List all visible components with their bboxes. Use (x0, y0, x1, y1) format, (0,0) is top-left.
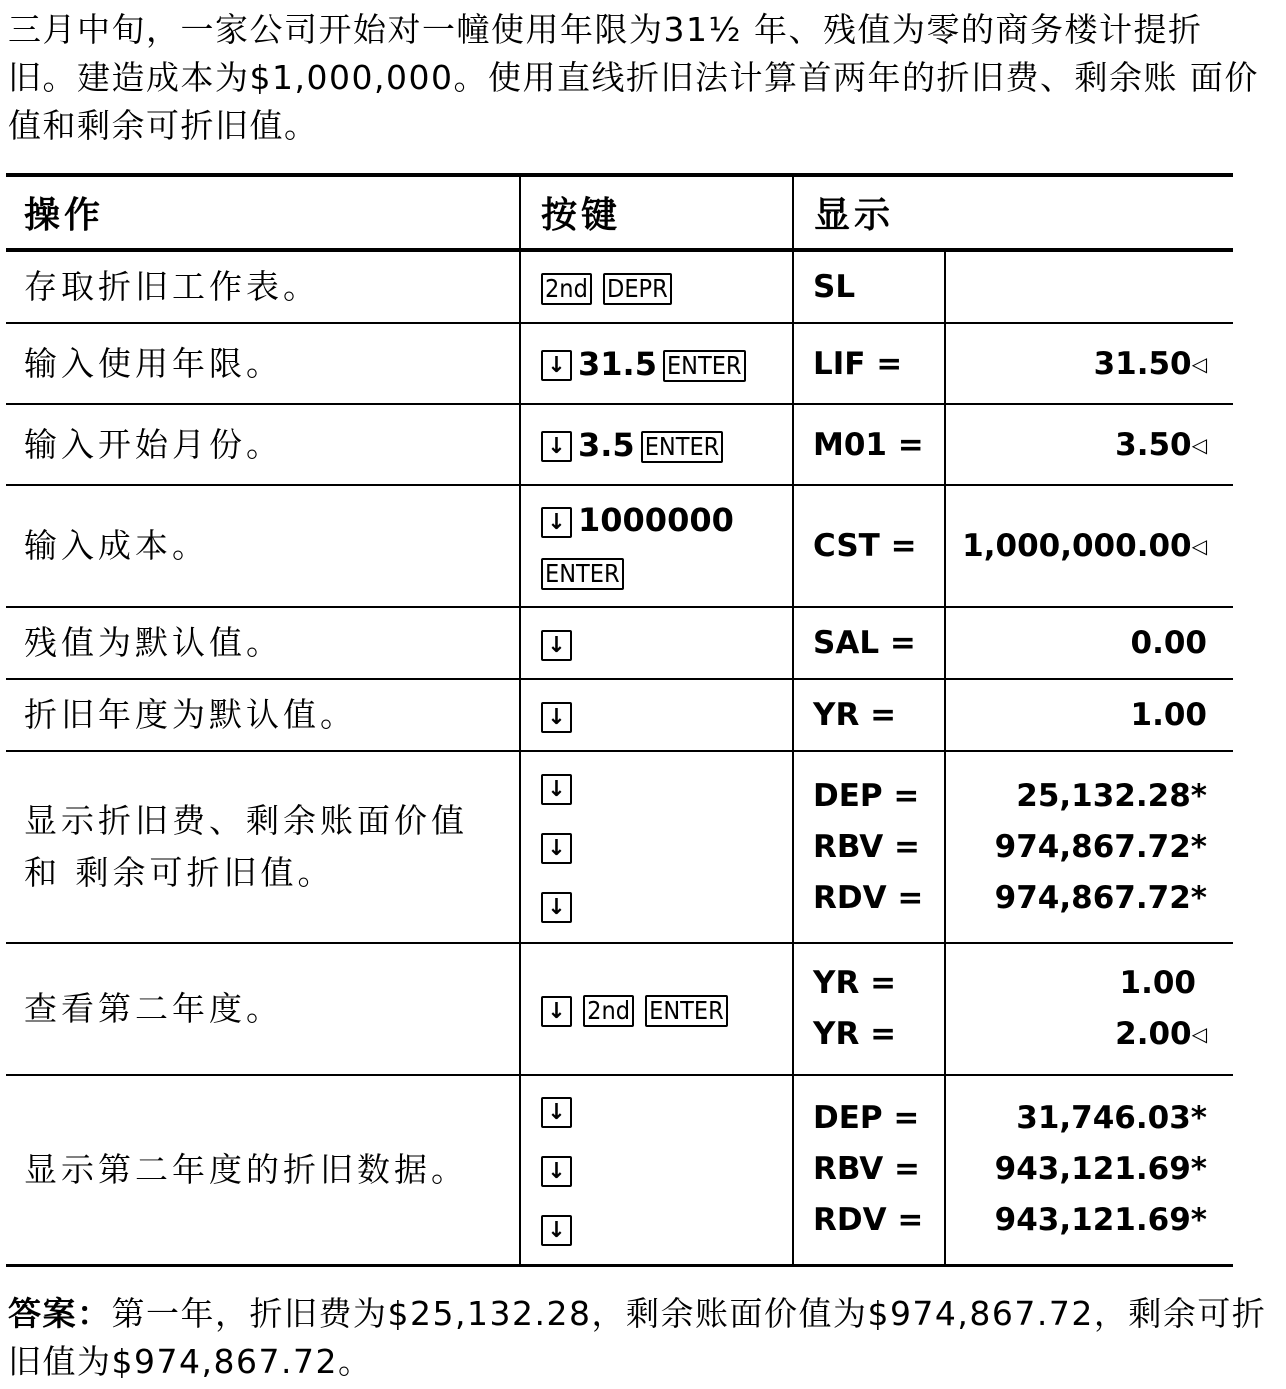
display-label-cell (793, 1075, 945, 1265)
action-cell: 折旧年度为默认值。 (24, 695, 357, 734)
display-value: 974,867.72 (994, 879, 1191, 916)
table-row (6, 751, 1233, 943)
header-display: 显示 (793, 175, 1233, 250)
display-value: 3.50 (1115, 426, 1192, 463)
star-marker: * (1190, 828, 1208, 865)
keys-cell (520, 404, 793, 485)
display-label: YR = (813, 965, 897, 1001)
computed-marker-icon: ◁ (1191, 534, 1208, 558)
key-enter: ENTER (645, 995, 728, 1027)
down-arrow-key-icon: ↓ (541, 630, 572, 661)
action-cell: 输入开始月份。 (24, 424, 283, 464)
key-enter: ENTER (663, 350, 746, 382)
display-value-cell (945, 1075, 1233, 1265)
star-marker: * (1190, 1100, 1208, 1137)
table-row (6, 679, 1233, 751)
display-value-cell (945, 404, 1233, 485)
keys-cell (520, 607, 793, 679)
display-value: 2.00 (1115, 1016, 1192, 1052)
table-row (6, 323, 1233, 404)
display-value: 1,000,000.00 (962, 528, 1192, 564)
down-arrow-key-icon: ↓ (541, 702, 572, 733)
display-label: LIF = (793, 323, 945, 404)
display-value: 1.00 (945, 679, 1233, 751)
table-row (6, 404, 1233, 485)
action-cell: 显示第二年度的折旧数据。 (24, 1149, 468, 1189)
display-value: 0.00 (945, 607, 1233, 679)
table-row (6, 1075, 1233, 1265)
display-value: 974,867.72 (994, 828, 1191, 865)
display-value: 25,132.28 (1016, 777, 1191, 814)
display-value: 31.50 (1093, 345, 1192, 382)
computed-marker-icon: ◁ (1191, 351, 1208, 376)
table-row (6, 485, 1233, 607)
answer-text: 第一年，折旧费为$25,132.28，剩余账面价值为$974,867.72，剩余可折旧值为$974,867.72。 (8, 1294, 1267, 1381)
table-header-row (6, 175, 1233, 250)
display-label: SL (793, 250, 945, 323)
display-label: DEP = (813, 777, 920, 814)
table-row (6, 250, 1233, 323)
action-cell: 存取折旧工作表。 (24, 267, 320, 306)
keys-cell (520, 1075, 793, 1265)
down-arrow-key-icon: ↓ (541, 507, 572, 538)
star-marker: * (1190, 1151, 1208, 1188)
keys-cell (520, 323, 793, 404)
keys-cell (520, 679, 793, 751)
display-label: YR = (813, 1016, 897, 1052)
keys-cell (520, 250, 793, 323)
display-value: 943,121.69 (994, 1202, 1191, 1239)
display-value-cell (945, 323, 1233, 404)
action-cell: 查看第二年度。 (24, 989, 283, 1028)
display-value-cell (945, 751, 1233, 943)
display-label: YR = (793, 679, 945, 751)
action-cell (6, 751, 520, 943)
key-2nd: 2nd (541, 273, 592, 305)
display-label: RDV = (813, 879, 924, 916)
down-arrow-key-icon: ↓ (541, 1097, 572, 1128)
down-arrow-key-icon: ↓ (541, 431, 572, 462)
down-arrow-key-icon: ↓ (541, 1215, 572, 1246)
answer-paragraph (8, 1290, 1283, 1386)
display-label: CST = (793, 485, 945, 607)
key-enter: ENTER (541, 558, 624, 590)
keys-cell (520, 485, 793, 607)
display-value-cell (945, 485, 1233, 607)
action-cell: 输入使用年限。 (24, 343, 283, 383)
action-cell: 残值为默认值。 (24, 623, 283, 662)
key-number: 31.5 (578, 344, 657, 383)
display-value (945, 250, 1233, 323)
down-arrow-key-icon: ↓ (541, 1156, 572, 1187)
star-marker: * (1190, 777, 1208, 814)
header-keys: 按键 (520, 175, 793, 250)
star-marker: * (1190, 1202, 1208, 1239)
display-value: 943,121.69 (994, 1151, 1191, 1188)
down-arrow-key-icon: ↓ (541, 892, 572, 923)
action-cell: 输入成本。 (24, 526, 209, 565)
display-label: RBV = (813, 1151, 921, 1188)
display-label: SAL = (793, 607, 945, 679)
down-arrow-key-icon: ↓ (541, 833, 572, 864)
action-line: 和 剩余可折旧值。 (24, 853, 335, 892)
action-line: 显示折旧费、剩余账面价值 (24, 801, 468, 840)
key-2nd: 2nd (583, 995, 634, 1027)
down-arrow-key-icon: ↓ (541, 996, 572, 1027)
header-action: 操作 (6, 175, 520, 250)
display-label-cell (793, 751, 945, 943)
keystroke-table (6, 173, 1233, 1267)
computed-marker-icon: ◁ (1191, 1022, 1208, 1046)
display-label: DEP = (813, 1100, 920, 1137)
computed-marker-icon: ◁ (1191, 432, 1208, 457)
key-enter: ENTER (641, 431, 724, 463)
keys-cell (520, 943, 793, 1075)
display-value-cell (945, 943, 1233, 1075)
display-value: 31,746.03 (1016, 1100, 1191, 1137)
key-number: 1000000 (578, 501, 734, 539)
key-depr: DEPR (603, 273, 672, 305)
display-label-cell (793, 943, 945, 1075)
keys-cell (520, 751, 793, 943)
display-label: RBV = (813, 828, 921, 865)
star-marker: * (1190, 879, 1208, 916)
down-arrow-key-icon: ↓ (541, 774, 572, 805)
display-label: RDV = (813, 1202, 924, 1239)
answer-label: 答案： (8, 1294, 112, 1333)
table-row (6, 607, 1233, 679)
display-value: 1.00 (1119, 965, 1197, 1001)
display-label: M01 = (793, 404, 945, 485)
intro-paragraph: 三月中旬，一家公司开始对一幢使用年限为31½ 年、残值为零的商务楼计提折 旧。建造成本为$1,000,000。使用直线折旧法计算首两年的折旧费、剩余账 面价值和剩余可折旧值。 (8, 10, 1259, 145)
key-number: 3.5 (578, 425, 635, 464)
down-arrow-key-icon: ↓ (541, 350, 572, 381)
table-row (6, 943, 1233, 1075)
